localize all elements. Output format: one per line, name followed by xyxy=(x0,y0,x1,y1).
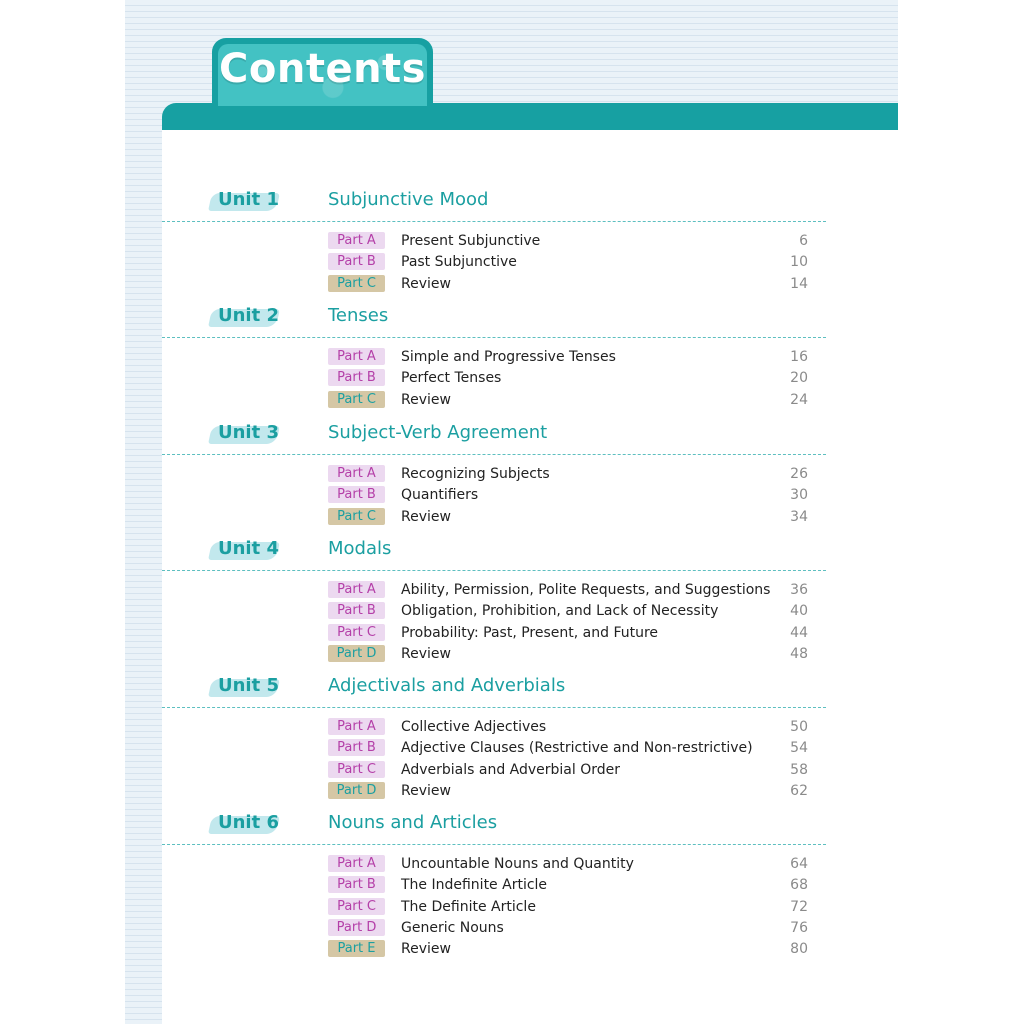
page-number: 80 xyxy=(790,941,808,958)
unit-label-text: Unit 5 xyxy=(218,675,279,696)
toc-entry[interactable] xyxy=(328,760,808,780)
entry-title: Probability: Past, Present, and Future xyxy=(401,624,659,641)
part-badge: Part A xyxy=(328,718,385,735)
entry-title: Perfect Tenses xyxy=(401,370,502,387)
toc-entry[interactable] xyxy=(328,875,808,895)
unit-label-text: Unit 4 xyxy=(218,538,279,559)
page-number: 72 xyxy=(790,898,808,915)
part-badge: Part B xyxy=(328,602,385,619)
page-number: 62 xyxy=(790,782,808,799)
unit-label xyxy=(210,422,280,448)
toc-entry[interactable] xyxy=(328,231,808,251)
toc-entry[interactable] xyxy=(328,601,808,621)
part-badge: Part A xyxy=(328,581,385,598)
toc-entry[interactable] xyxy=(328,252,808,272)
unit-label xyxy=(210,189,280,215)
entry-title: Adverbials and Adverbial Order xyxy=(401,761,621,778)
page-number: 58 xyxy=(790,761,808,778)
unit-title[interactable]: Nouns and Articles xyxy=(328,812,498,833)
contents-title-tab xyxy=(212,38,433,106)
page-title: Contents xyxy=(219,46,426,92)
page-number: 10 xyxy=(790,254,808,271)
toc-entry[interactable] xyxy=(328,485,808,505)
entry-title: Past Subjunctive xyxy=(401,254,517,271)
unit-divider xyxy=(162,570,826,571)
page-number: 76 xyxy=(790,919,808,936)
part-badge: Part A xyxy=(328,232,385,249)
part-badge: Part D xyxy=(328,782,385,799)
unit-divider xyxy=(162,454,826,455)
unit-title[interactable]: Tenses xyxy=(328,305,389,326)
entry-title: Recognizing Subjects xyxy=(401,466,550,482)
toc-entry[interactable] xyxy=(328,623,808,643)
page-number: 16 xyxy=(790,349,808,365)
entry-title: Obligation, Prohibition, and Lack of Necessity xyxy=(401,603,719,620)
part-badge: Part E xyxy=(328,940,385,957)
entry-title: Review xyxy=(401,508,451,525)
page-number: 40 xyxy=(790,603,808,620)
unit-title[interactable]: Subjunctive Mood xyxy=(328,189,489,210)
page-number: 64 xyxy=(790,856,808,872)
page-number: 44 xyxy=(790,624,808,641)
unit-label xyxy=(210,812,280,838)
page-number: 68 xyxy=(790,877,808,894)
toc-entry[interactable] xyxy=(328,644,808,664)
toc-entry[interactable] xyxy=(328,738,808,758)
toc-entry[interactable] xyxy=(328,918,808,938)
entry-title: Simple and Progressive Tenses xyxy=(401,349,616,365)
entry-title: Generic Nouns xyxy=(401,919,504,936)
toc-entry[interactable] xyxy=(328,368,808,388)
toc-entry[interactable] xyxy=(328,347,808,367)
toc-entry[interactable] xyxy=(328,939,808,959)
entry-title: Collective Adjectives xyxy=(401,719,547,735)
unit-label-text: Unit 6 xyxy=(218,812,279,833)
entry-title: Review xyxy=(401,275,451,292)
unit-label xyxy=(210,305,280,331)
page-number: 20 xyxy=(790,370,808,387)
entry-title: The Indefinite Article xyxy=(401,877,548,894)
page-number: 14 xyxy=(790,275,808,292)
page-number: 30 xyxy=(790,487,808,504)
page-number: 24 xyxy=(790,391,808,408)
entry-title: Review xyxy=(401,391,451,408)
unit-label xyxy=(210,538,280,564)
unit-label-text: Unit 2 xyxy=(218,305,279,326)
entry-title: The Definite Article xyxy=(401,898,536,915)
entry-title: Review xyxy=(401,782,451,799)
part-badge: Part C xyxy=(328,624,385,641)
entry-title: Review xyxy=(401,645,451,662)
toc-entry[interactable] xyxy=(328,781,808,801)
part-badge: Part B xyxy=(328,739,385,756)
entry-title: Ability, Permission, Polite Requests, and Suggestions xyxy=(401,582,771,598)
page-number: 48 xyxy=(790,645,808,662)
part-badge: Part A xyxy=(328,348,385,365)
unit-label-text: Unit 1 xyxy=(218,189,279,210)
toc-entry[interactable] xyxy=(328,390,808,410)
page-number: 36 xyxy=(790,582,808,598)
unit-label-text: Unit 3 xyxy=(218,422,279,443)
unit-label xyxy=(210,675,280,701)
toc-entry[interactable] xyxy=(328,507,808,527)
part-badge: Part B xyxy=(328,876,385,893)
page-number: 6 xyxy=(799,233,808,249)
entry-title: Review xyxy=(401,941,451,958)
toc-entry[interactable] xyxy=(328,464,808,484)
entry-title: Present Subjunctive xyxy=(401,233,541,249)
part-badge: Part C xyxy=(328,761,385,778)
toc-entry[interactable] xyxy=(328,717,808,737)
unit-title[interactable]: Modals xyxy=(328,538,392,559)
page-number: 26 xyxy=(790,466,808,482)
part-badge: Part C xyxy=(328,391,385,408)
unit-divider xyxy=(162,707,826,708)
part-badge: Part A xyxy=(328,465,385,482)
part-badge: Part C xyxy=(328,508,385,525)
part-badge: Part B xyxy=(328,369,385,386)
page-number: 50 xyxy=(790,719,808,735)
part-badge: Part B xyxy=(328,486,385,503)
toc-entry[interactable] xyxy=(328,854,808,874)
entry-title: Uncountable Nouns and Quantity xyxy=(401,856,634,872)
entry-title: Quantifiers xyxy=(401,487,479,504)
toc-entry[interactable] xyxy=(328,274,808,294)
unit-title[interactable]: Adjectivals and Adverbials xyxy=(328,675,566,696)
toc-entry[interactable] xyxy=(328,897,808,917)
part-badge: Part B xyxy=(328,253,385,270)
header-band xyxy=(162,103,898,130)
part-badge: Part C xyxy=(328,898,385,915)
entry-title: Adjective Clauses (Restrictive and Non-restrictive) xyxy=(401,740,753,757)
part-badge: Part A xyxy=(328,855,385,872)
unit-divider xyxy=(162,221,826,222)
unit-divider xyxy=(162,337,826,338)
unit-title[interactable]: Subject-Verb Agreement xyxy=(328,422,548,443)
unit-divider xyxy=(162,844,826,845)
part-badge: Part D xyxy=(328,919,385,936)
part-badge: Part D xyxy=(328,645,385,662)
part-badge: Part C xyxy=(328,275,385,292)
toc-entry[interactable] xyxy=(328,580,808,600)
page-number: 54 xyxy=(790,740,808,757)
page-number: 34 xyxy=(790,508,808,525)
